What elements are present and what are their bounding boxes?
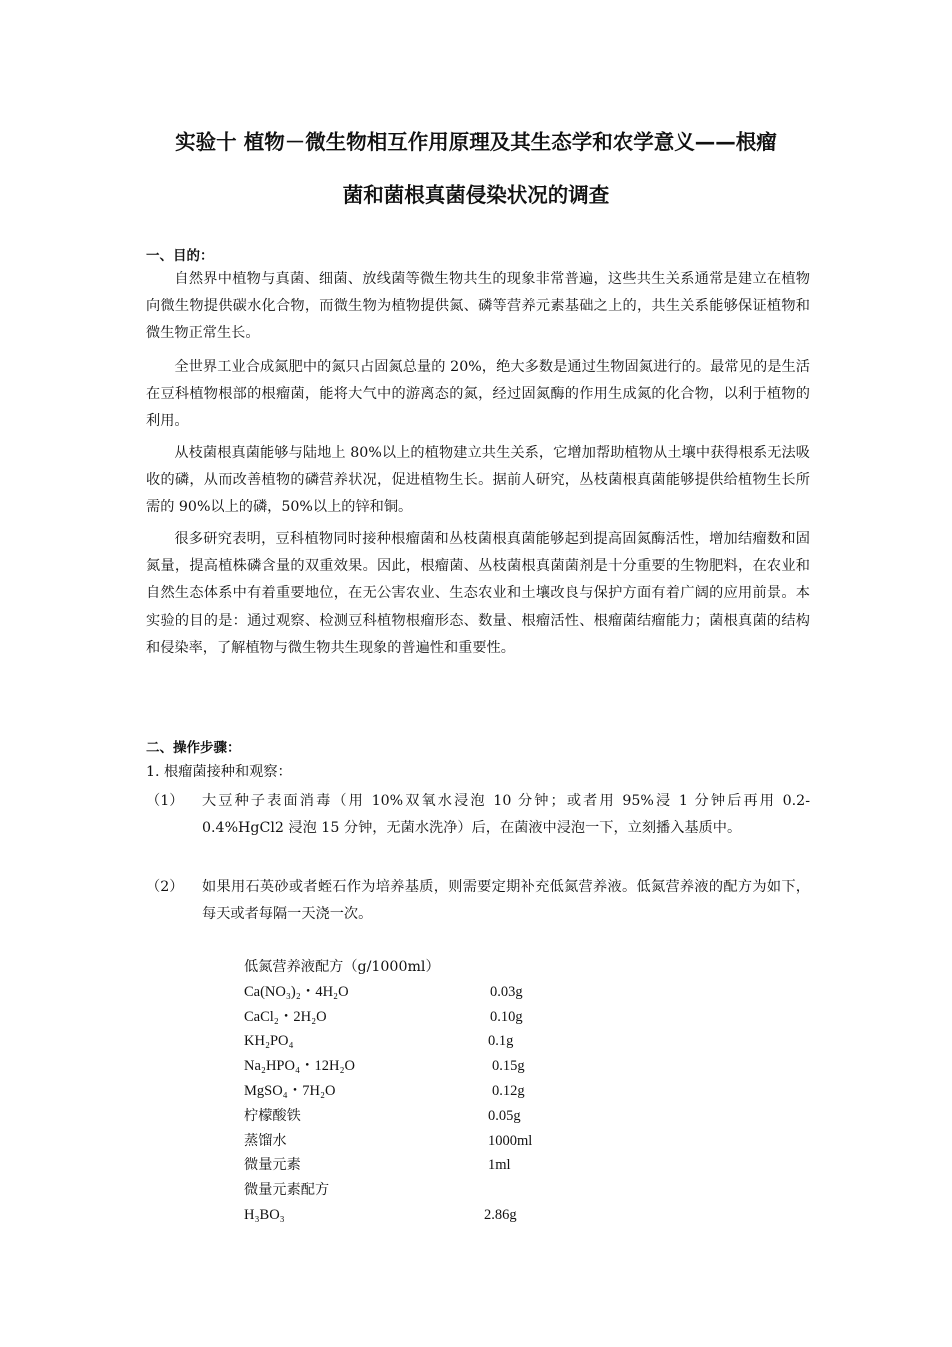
substep-number: （2） bbox=[146, 879, 184, 895]
paragraph: 全世界工业合成氮肥中的氮只占固氮总量的 20%，绝大多数是通过生物固氮进行的。最常见的是生活在豆科植物根部的根瘤菌，能将大气中的游离态的氮，经过固氮酶的作用生成氮的化合物，以利于植物的利用。 bbox=[146, 359, 810, 430]
ingredient-name: KH₂PO₄ bbox=[244, 1033, 294, 1050]
substep-text: 如果用石英砂或者蛭石作为培养基质，则需要定期补充低氮营养液。低氮营养液的配方为如下，每天或者每隔一天浇一次。 bbox=[202, 879, 810, 922]
recipe-row bbox=[244, 1079, 564, 1104]
paragraph: 很多研究表明，豆科植物同时接种根瘤菌和丛枝菌根真菌能够起到提高固氮酶活性，增加结瘤数和固氮量，提高植株磷含量的双重效果。因此，根瘤菌、丛枝菌根真菌菌剂是十分重要的生物肥料，在农业和自然生态体系中有着重要地位，在无公害农业、生态农业和土壤改良与保护方面有着广阔的应用前景。本实验的目的是：通过观察、检测豆科植物根瘤形态、数量、根瘤活性、根瘤菌结瘤能力；菌根真菌的结构和侵染率，了解植物与微生物共生现象的普遍性和重要性。 bbox=[146, 531, 810, 656]
step-heading: 1. 根瘤菌接种和观察： bbox=[146, 764, 292, 780]
ingredient-amount: 2.86g bbox=[484, 1206, 517, 1223]
ingredient-name: Ca(NO₃)₂・4H₂O bbox=[244, 983, 349, 1000]
substep bbox=[146, 788, 810, 842]
ingredient-amount: 0.10g bbox=[490, 1008, 523, 1025]
document-title-line-1: 实验十 植物－微生物相互作用原理及其生态学和农学意义——根瘤 bbox=[175, 130, 777, 154]
recipe-row bbox=[244, 1029, 564, 1054]
section-heading-purpose: 一、目的： bbox=[146, 248, 214, 264]
ingredient-amount: 0.12g bbox=[492, 1082, 525, 1099]
ingredient-name: CaCl₂・2H₂O bbox=[244, 1008, 327, 1025]
paragraph: 从枝菌根真菌能够与陆地上 80%以上的植物建立共生关系，它增加帮助植物从土壤中获得根系无法吸收的磷，从而改善植物的磷营养状况，促进植物生长。据前人研究，丛枝菌根真菌能够提供给植物生长所需的 90%以上的磷，50%以上的锌和铜。 bbox=[146, 445, 810, 516]
nutrient-recipe bbox=[244, 955, 564, 1228]
section-heading-procedure: 二、操作步骤： bbox=[146, 740, 241, 756]
trace-recipe-title: 微量元素配方 bbox=[244, 1182, 330, 1199]
ingredient-amount: 1000ml bbox=[488, 1132, 533, 1149]
ingredient-amount: 0.1g bbox=[488, 1033, 514, 1050]
recipe-row bbox=[244, 1153, 564, 1178]
ingredient-name: 微量元素 bbox=[244, 1157, 301, 1174]
ingredient-amount: 0.03g bbox=[490, 983, 523, 1000]
recipe-title: 低氮营养液配方（g/1000ml） bbox=[244, 959, 440, 975]
recipe-row bbox=[244, 1054, 564, 1079]
substep bbox=[146, 874, 810, 928]
ingredient-amount: 0.15g bbox=[492, 1058, 525, 1075]
substep-number: （1） bbox=[146, 793, 184, 809]
ingredient-name: MgSO₄・7H₂O bbox=[244, 1082, 336, 1099]
recipe-title-row bbox=[244, 955, 564, 980]
ingredient-name: 蒸馏水 bbox=[244, 1132, 287, 1149]
paragraph: 自然界中植物与真菌、细菌、放线菌等微生物共生的现象非常普遍，这些共生关系通常是建立在植物向微生物提供碳水化合物，而微生物为植物提供氮、磷等营养元素基础之上的，共生关系能够保证植物和微生物正常生长。 bbox=[146, 271, 810, 342]
recipe-row bbox=[244, 1203, 564, 1228]
ingredient-amount: 1ml bbox=[488, 1157, 511, 1174]
substep-text: 大豆种子表面消毒（用 10%双氧水浸泡 10 分钟；或者用 95%浸 1 分钟后再用 0.2-0.4%HgCl2 浸泡 15 分钟，无菌水洗净）后，在菌液中浸泡一下，立刻播入基质中。 bbox=[202, 793, 810, 836]
document-title-line-2: 菌和菌根真菌侵染状况的调查 bbox=[342, 183, 610, 207]
ingredient-name: 柠檬酸铁 bbox=[244, 1107, 301, 1124]
recipe-row bbox=[244, 980, 564, 1005]
recipe-row bbox=[244, 1129, 564, 1154]
ingredient-amount: 0.05g bbox=[488, 1107, 521, 1124]
recipe-row bbox=[244, 1104, 564, 1129]
recipe-subtitle-row bbox=[244, 1178, 564, 1203]
ingredient-name: H₃BO₃ bbox=[244, 1206, 285, 1223]
recipe-row bbox=[244, 1005, 564, 1030]
ingredient-name: Na₂HPO₄・12H₂O bbox=[244, 1058, 356, 1075]
